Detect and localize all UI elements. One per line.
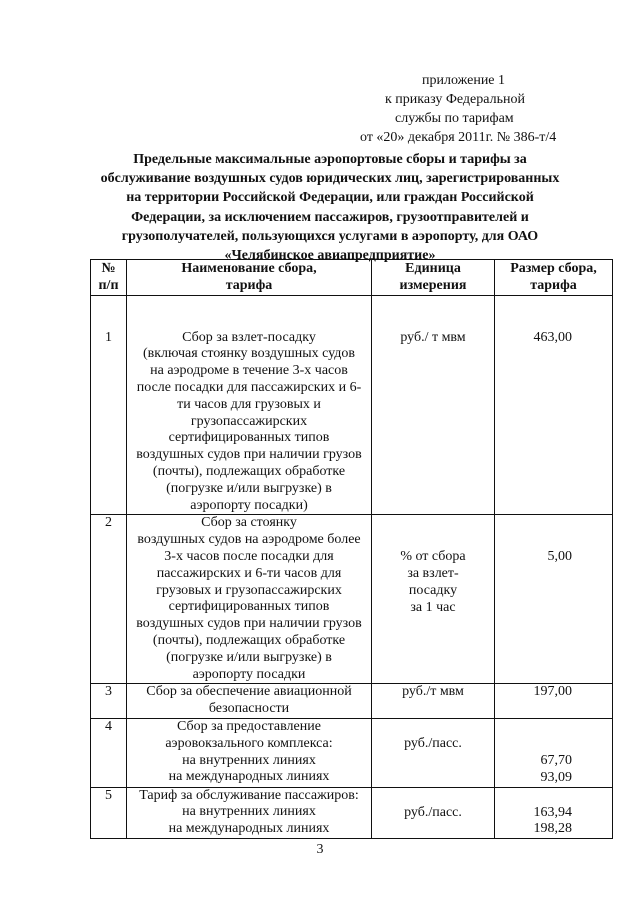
- row-name: [127, 718, 372, 787]
- row-name: [127, 684, 372, 719]
- title-line: грузополучателей, пользующихся услугами в аэропорту, для ОАО: [121, 228, 539, 244]
- row-name-line: Сбор за стоянку: [201, 515, 297, 531]
- row-name-line: пассажирских и 6-ти часов для: [156, 565, 342, 581]
- header-line: Наименование сбора,: [181, 261, 317, 276]
- row-name-line: на международных линиях: [168, 821, 330, 837]
- header-line: измерения: [399, 277, 467, 293]
- row-name-line: сертифицированных типов: [168, 430, 330, 446]
- row-unit-line: за 1 час: [410, 599, 456, 615]
- row-size-line: 93,09: [540, 769, 572, 785]
- row-name-line: безопасности: [208, 701, 290, 717]
- row-size: [495, 718, 613, 787]
- row-unit-line: посадку: [408, 582, 458, 598]
- row-size: [495, 515, 613, 684]
- row-size: [495, 295, 613, 515]
- row-name-line: ти часов для грузовых и: [177, 396, 321, 412]
- row-unit-line: за взлет-: [407, 566, 459, 582]
- row-name: [127, 787, 372, 839]
- table-row: [91, 787, 613, 839]
- tariff-table: [90, 259, 613, 839]
- row-unit: [372, 718, 495, 787]
- table-row: [91, 684, 613, 719]
- row-size-line: 5,00: [547, 549, 572, 565]
- row-number: 2: [91, 515, 127, 684]
- row-size-line: 197,00: [533, 684, 572, 700]
- title-line: Предельные максимальные аэропортовые сборы и тарифы за: [133, 152, 527, 167]
- appendix-line: приложение 1: [422, 73, 506, 88]
- row-name-line: после посадки для пассажирских и 6-: [136, 379, 362, 395]
- row-name-line: на внутренних линиях: [182, 804, 316, 820]
- header-name: [127, 260, 372, 296]
- header-line: №: [101, 261, 116, 276]
- row-name: [127, 295, 372, 515]
- row-name-line: грузопассажирских: [190, 413, 308, 429]
- row-name-line: на аэродроме в течение 3-х часов: [150, 363, 348, 379]
- header-line: тарифа: [530, 277, 577, 293]
- row-size: [495, 787, 613, 839]
- document-title: [70, 150, 590, 265]
- row-name-line: воздушных судов при наличии грузов: [136, 616, 362, 632]
- row-name: [127, 515, 372, 684]
- row-name-line: Сбор за взлет-посадку: [182, 329, 316, 345]
- row-name-line: сертифицированных типов: [168, 599, 330, 615]
- header-unit: [372, 260, 495, 296]
- row-number: 1: [91, 295, 127, 515]
- table-row: [91, 515, 613, 684]
- header-line: Размер сбора,: [510, 261, 597, 276]
- row-unit-line: руб./ т мвм: [400, 329, 466, 345]
- row-unit-line: руб./т мвм: [402, 684, 464, 700]
- row-name-line: 3-х часов после посадки для: [164, 548, 334, 564]
- row-name-line: (включая стоянку воздушных судов: [142, 346, 356, 362]
- row-name-line: воздушных судов на аэродроме более: [137, 532, 361, 548]
- row-name-line: воздушных судов при наличии грузов: [136, 447, 362, 463]
- row-name-line: на внутренних линиях: [182, 752, 316, 768]
- title-line: «Челябинское авиапредприятие»: [224, 248, 436, 264]
- row-name-line: (погрузке и/или выгрузке) в: [166, 480, 332, 496]
- row-number: 5: [91, 787, 127, 839]
- row-name-line: аэропорту посадки): [190, 497, 308, 513]
- row-name-line: (почты), подлежащих обработке: [152, 632, 346, 648]
- row-size-line: 198,28: [533, 821, 572, 837]
- page-number: 3: [316, 842, 324, 857]
- row-name-line: Сбор за обеспечение авиационной: [146, 684, 352, 700]
- appendix-note: [360, 71, 610, 147]
- row-name-line: аэропорту посадки: [192, 666, 306, 682]
- title-line: Федерации, за исключением пассажиров, грузоотправителей и: [131, 209, 529, 225]
- row-unit-line: руб./пасс.: [404, 735, 462, 751]
- table-row: [91, 295, 613, 515]
- appendix-line: от «20» декабря 2011г. № 386-т/4: [360, 130, 557, 145]
- table-row: [91, 718, 613, 787]
- tariff-table-body: [91, 295, 613, 839]
- row-number: 4: [91, 718, 127, 787]
- row-name-line: аэровокзального комплекса:: [165, 735, 333, 751]
- row-name-line: Тариф за обслуживание пассажиров:: [139, 787, 359, 803]
- title-line: обслуживание воздушных судов юридических лиц, зарегистрированных: [100, 171, 560, 187]
- appendix-line: службы по тарифам: [395, 111, 514, 126]
- row-size-line: 163,94: [533, 804, 572, 820]
- row-name-line: Сбор за предоставление: [177, 718, 321, 734]
- row-name-line: грузовых и грузопассажирских: [156, 582, 342, 598]
- row-size: [495, 684, 613, 719]
- table-header-row: [91, 260, 613, 296]
- row-size-line: 67,70: [540, 752, 572, 768]
- title-line: на территории Российской Федерации, или граждан Российской: [126, 190, 534, 206]
- row-name-line: (почты), подлежащих обработке: [152, 463, 346, 479]
- header-size: [495, 260, 613, 296]
- header-num: [91, 260, 127, 296]
- row-name-line: (погрузке и/или выгрузке) в: [166, 649, 332, 665]
- row-unit-line: руб./пасс.: [404, 804, 462, 820]
- appendix-line: к приказу Федеральной: [385, 92, 525, 107]
- row-unit: [372, 684, 495, 719]
- row-unit-line: % от сбора: [400, 549, 466, 565]
- row-unit: [372, 515, 495, 684]
- header-line: п/п: [98, 277, 119, 293]
- row-unit: [372, 295, 495, 515]
- header-line: тарифа: [225, 277, 273, 293]
- row-size-line: 463,00: [533, 329, 572, 345]
- row-number: 3: [91, 684, 127, 719]
- row-unit: [372, 787, 495, 839]
- header-line: Единица: [405, 261, 461, 276]
- row-name-line: на международных линиях: [168, 769, 330, 785]
